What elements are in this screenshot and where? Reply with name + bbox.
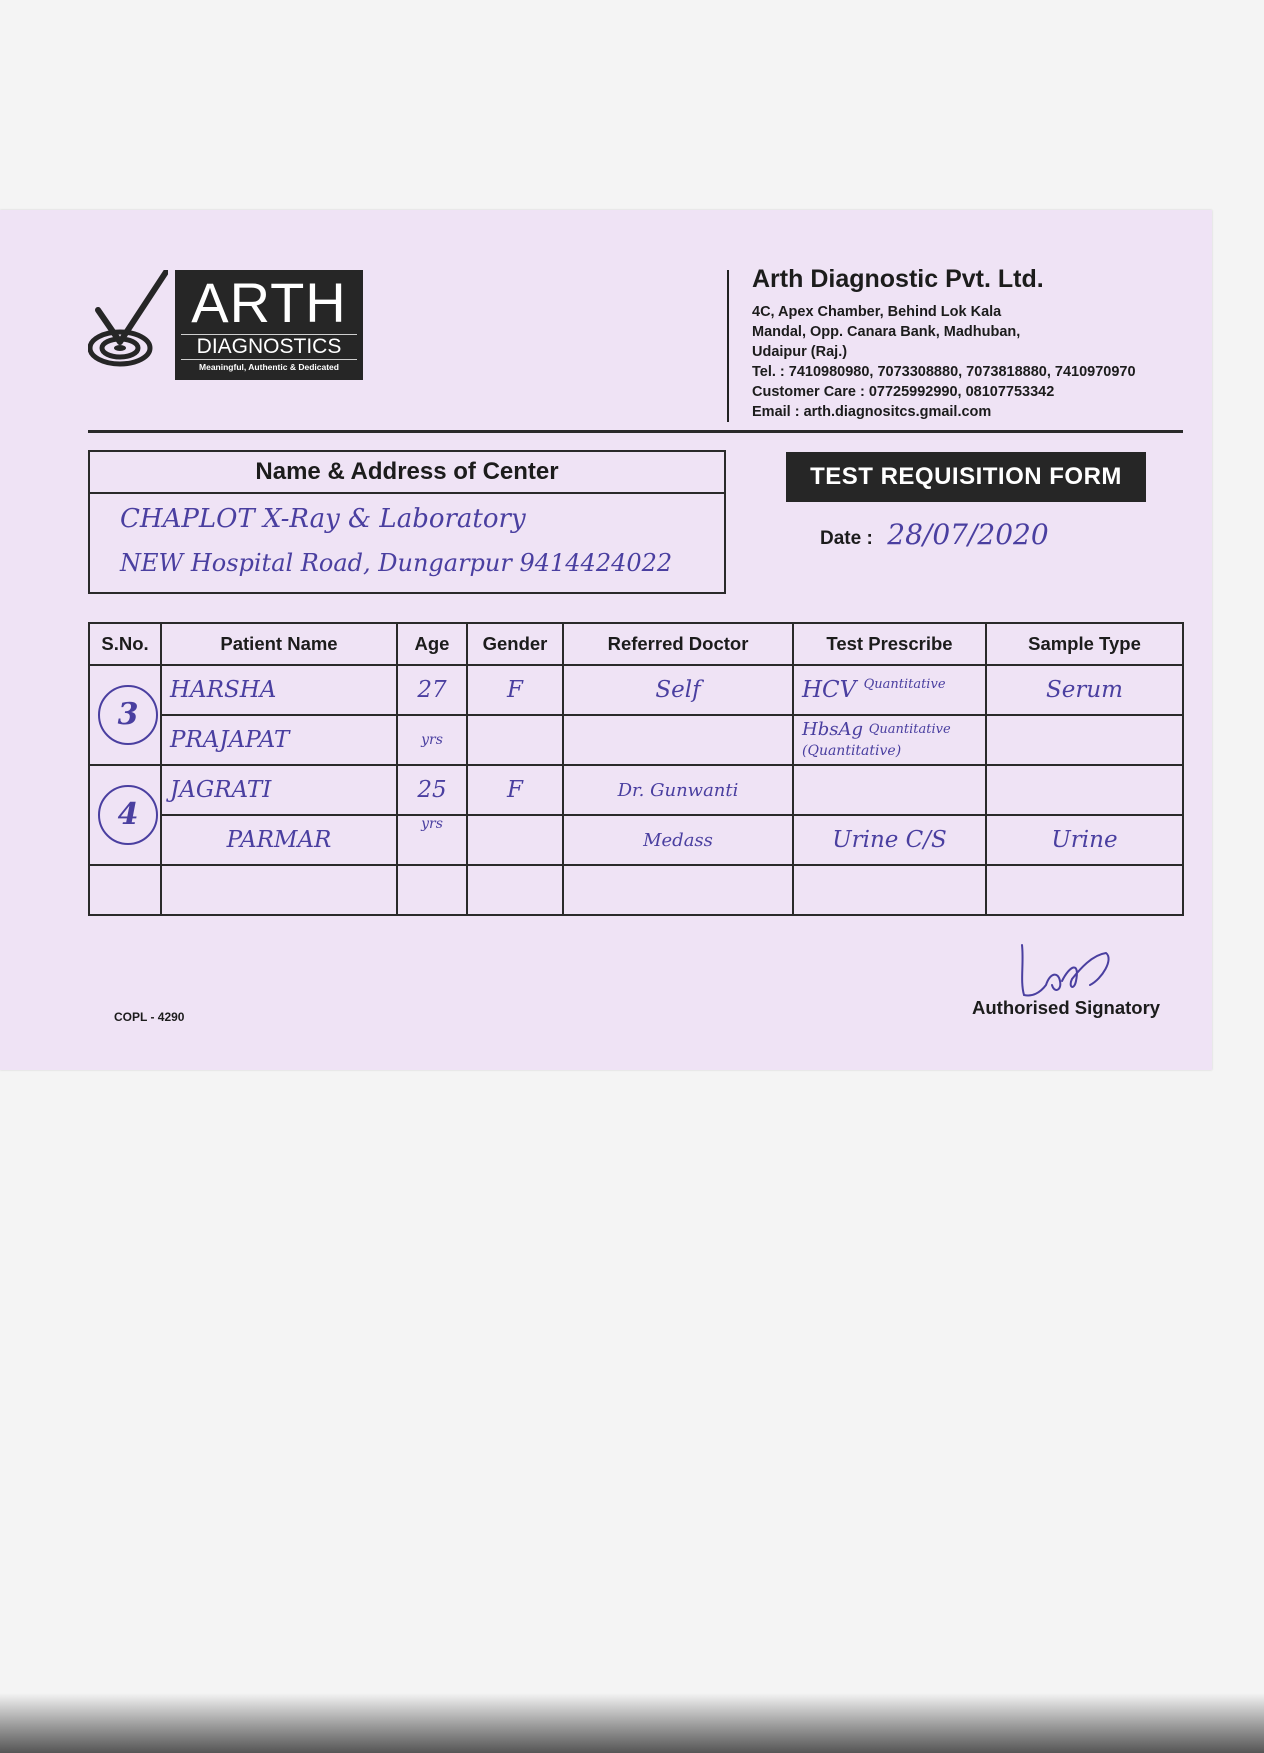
center-box-title: Name & Address of Center: [90, 452, 724, 494]
logo-tagline: Meaningful, Authentic & Dedicated: [199, 362, 339, 372]
patient-surname-cell: PRAJAPAT: [161, 715, 397, 765]
sno-value: 4: [98, 785, 158, 845]
col-header-patient-name: Patient Name: [161, 623, 397, 665]
gender-cell: [467, 815, 563, 865]
logo-name: ARTH: [191, 271, 347, 334]
col-header-test-prescribe: Test Prescribe: [793, 623, 986, 665]
form-title: TEST REQUISITION FORM: [786, 452, 1146, 502]
authorised-signatory-label: Authorised Signatory: [972, 997, 1161, 1018]
test-cell: [793, 765, 986, 815]
company-info: [752, 265, 1136, 422]
sample-cell: [986, 765, 1183, 815]
test-note: Quantitative: [868, 721, 951, 737]
logo-sub: DIAGNOSTICS: [181, 334, 357, 360]
table-header-row: [89, 623, 1183, 665]
patient-surname-cell: PARMAR: [161, 815, 397, 865]
col-header-referred-doctor: Referred Doctor: [563, 623, 793, 665]
age-unit-cell: yrs: [397, 715, 467, 765]
sample-cell: Urine: [986, 815, 1183, 865]
form-code: COPL - 4290: [114, 1010, 185, 1024]
test-cell: Urine C/S: [793, 815, 986, 865]
table-row: [89, 715, 1183, 765]
col-header-age: Age: [397, 623, 467, 665]
test-cell: [793, 665, 986, 715]
age-cell: 27: [397, 665, 467, 715]
col-header-gender: Gender: [467, 623, 563, 665]
address-line: Udaipur (Raj.): [752, 344, 848, 360]
doctor-cell: Medass: [563, 815, 793, 865]
sno-cell: [89, 665, 161, 765]
test-note: Quantitative: [863, 677, 946, 692]
doctor-cell: Dr. Gunwanti: [563, 765, 793, 815]
col-header-sno: S.No.: [89, 623, 161, 665]
phone-line: Tel. : 7410980980, 7073308880, 7073818880, 7410970970: [752, 364, 1136, 380]
table-row: [89, 665, 1183, 715]
date-label: Date :: [820, 528, 873, 549]
date-field: [820, 518, 1049, 551]
sample-cell: [986, 715, 1183, 765]
address-line: Mandal, Opp. Canara Bank, Madhuban,: [752, 324, 1021, 340]
age-cell: 25: [397, 765, 467, 815]
gender-cell: F: [467, 765, 563, 815]
target-check-logo-icon: [88, 270, 168, 370]
center-address: NEW Hospital Road, Dungarpur 9414424022: [120, 549, 673, 577]
doctor-cell: Self: [563, 665, 793, 715]
scan-edge-shadow: [0, 1693, 1264, 1753]
table-row: [89, 815, 1183, 865]
handwritten-signature: [1010, 935, 1120, 1005]
patient-table: [88, 622, 1184, 916]
table-row: [89, 865, 1183, 915]
sno-cell: [89, 765, 161, 865]
test-note: (Quantitative): [802, 742, 902, 759]
sno-value: 3: [98, 685, 158, 745]
test-name: HbsAg: [802, 718, 863, 740]
header-divider: [727, 270, 729, 422]
center-address-box: [88, 450, 726, 594]
company-name: Arth Diagnostic Pvt. Ltd.: [752, 265, 1044, 293]
gender-cell: [467, 715, 563, 765]
header-rule: [88, 430, 1183, 433]
customer-care-line: Customer Care : 07725992990, 08107753342: [752, 384, 1055, 400]
patient-name-cell: JAGRATI: [161, 765, 397, 815]
center-name: CHAPLOT X-Ray & Laboratory: [120, 504, 526, 534]
test-name: HCV: [802, 677, 857, 703]
age-unit-cell: yrs: [397, 815, 467, 865]
test-cell: [793, 715, 986, 765]
email-line: Email : arth.diagnositcs.gmail.com: [752, 404, 992, 420]
doctor-cell: [563, 715, 793, 765]
requisition-form-sheet: [0, 210, 1212, 1070]
sample-cell: Serum: [986, 665, 1183, 715]
date-value: 28/07/2020: [887, 518, 1049, 551]
col-header-sample-type: Sample Type: [986, 623, 1183, 665]
address-line: 4C, Apex Chamber, Behind Lok Kala: [752, 304, 1002, 320]
table-row: [89, 765, 1183, 815]
patient-name-cell: HARSHA: [161, 665, 397, 715]
brand-logo: [175, 270, 363, 380]
gender-cell: F: [467, 665, 563, 715]
